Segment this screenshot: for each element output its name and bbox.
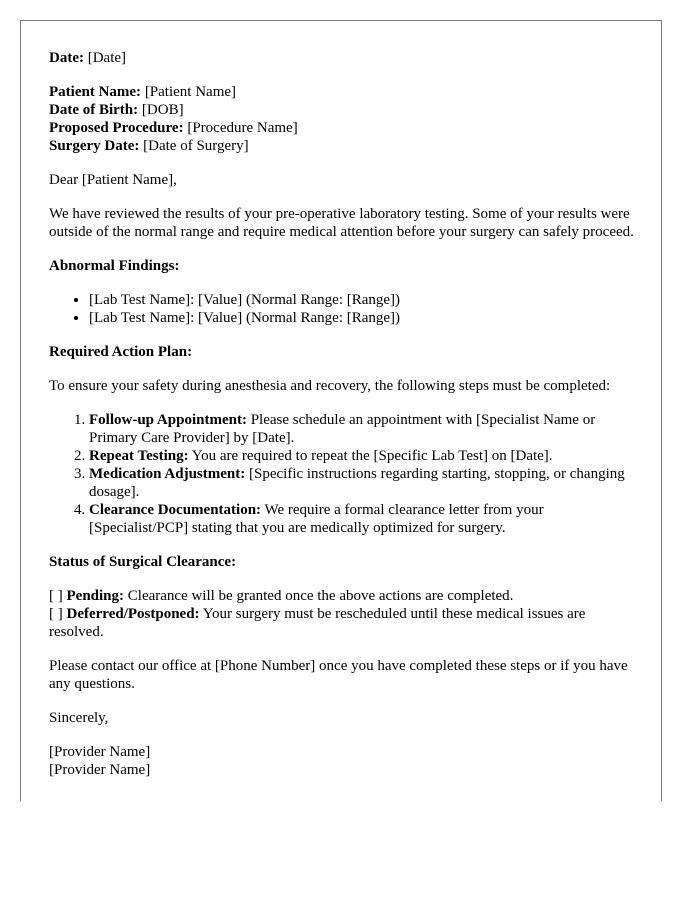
date-label: Date: [49, 50, 84, 66]
patient-name-label: Patient Name: [49, 84, 142, 100]
step-text: We require a formal clearance letter from your [Specialist/PCP] stating that you are medically optimized for surgery. [89, 502, 544, 536]
action-plan-steps [49, 411, 639, 537]
provider-title: [Provider Name] [49, 762, 151, 778]
patient-name-value: [Patient Name] [141, 84, 237, 100]
list-item [89, 465, 639, 501]
option-label: Pending: [66, 588, 125, 604]
surgery-date-line [49, 137, 639, 155]
clearance-status-heading: Status of Surgical Clearance: [49, 554, 237, 570]
step-text: Please schedule an appointment with [Specialist Name or Primary Care Provider] by [Date]. [89, 412, 596, 446]
action-plan-heading: Required Action Plan: [49, 344, 193, 360]
procedure-value: [Procedure Name] [183, 120, 298, 136]
date-value: [Date] [83, 50, 127, 66]
step-label: Medication Adjustment: [89, 466, 246, 482]
date-line [49, 49, 639, 67]
dob-value: [DOB] [138, 102, 184, 118]
step-text: [Specific instructions regarding starting, stopping, or changing dosage]. [89, 466, 625, 500]
patient-name-line [49, 83, 639, 101]
provider-name: [Provider Name] [49, 744, 151, 760]
abnormal-findings-heading: Abnormal Findings: [49, 258, 180, 274]
list-item [89, 411, 639, 447]
salutation: Dear [Patient Name], [49, 172, 177, 188]
list-item: • [Lab Test Name]: [Value] (Normal Range: [Range]) [89, 309, 639, 327]
checkbox-pending: [ ] [49, 588, 67, 604]
option-text: Clearance will be granted once the above actions are completed. [124, 588, 514, 604]
clearance-option-deferred [49, 605, 639, 641]
list-item [89, 501, 639, 537]
checkbox-deferred: [ ] [49, 606, 67, 622]
list-item [89, 447, 639, 465]
step-label: Clearance Documentation: [89, 502, 262, 518]
contact-paragraph: Please contact our office at [Phone Number] once you have completed these steps or if you have any questions. [49, 658, 628, 692]
surgery-date-label: Surgery Date: [49, 138, 140, 154]
dob-line [49, 101, 639, 119]
letter-page [20, 20, 662, 801]
step-text: You are required to repeat the [Specific Lab Test] on [Date]. [188, 448, 553, 464]
list-item: • [Lab Test Name]: [Value] (Normal Range: [Range]) [89, 291, 639, 309]
clearance-option-pending [49, 587, 639, 605]
procedure-line [49, 119, 639, 137]
option-text: Your surgery must be rescheduled until these medical issues are resolved. [49, 606, 586, 640]
action-plan-intro: To ensure your safety during anesthesia and recovery, the following steps must be completed: [49, 378, 611, 394]
letter-content [49, 49, 639, 779]
abnormal-findings-list [49, 291, 639, 327]
dob-label: Date of Birth: [49, 102, 139, 118]
surgery-date-value: [Date of Surgery] [139, 138, 249, 154]
procedure-label: Proposed Procedure: [49, 120, 184, 136]
closing: Sincerely, [49, 710, 109, 726]
step-label: Follow-up Appointment: [89, 412, 247, 428]
intro-paragraph: We have reviewed the results of your pre-operative laboratory testing. Some of your results were outside of the normal range and require medical attention before your surgery can safely proceed. [49, 206, 634, 240]
option-label: Deferred/Postponed: [66, 606, 200, 622]
step-label: Repeat Testing: [89, 448, 189, 464]
